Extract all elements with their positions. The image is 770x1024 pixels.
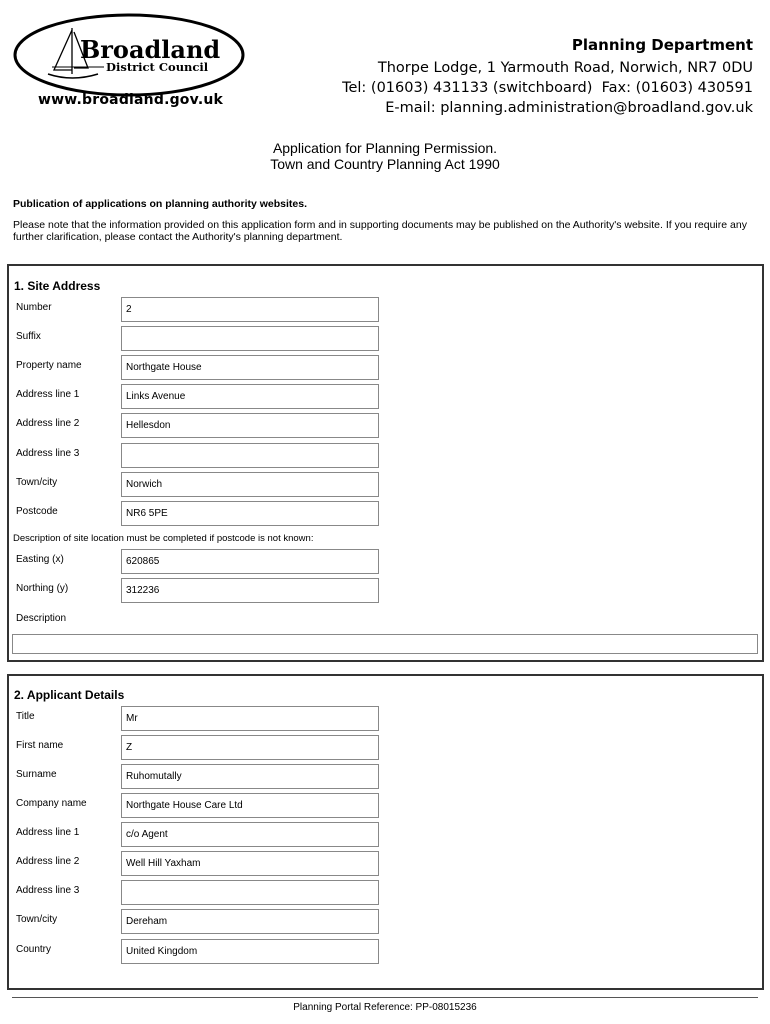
property-name-label: Property name: [16, 360, 82, 371]
department-name: Planning Department: [571, 36, 753, 54]
number-field[interactable]: 2: [121, 297, 379, 322]
site-address-title: 1. Site Address: [14, 279, 101, 293]
first-name-label: First name: [16, 740, 64, 751]
department-tel-fax: Tel: (01603) 431133 (switchboard) Fax: (01603) 430591: [342, 80, 753, 96]
form-title: [0, 140, 770, 172]
site-address-line3-field[interactable]: [121, 443, 379, 468]
postcode-field[interactable]: NR6 5PE: [121, 501, 379, 526]
applicant-address-line1-field[interactable]: c/o Agent: [121, 822, 379, 847]
applicant-title: 2. Applicant Details: [14, 688, 125, 702]
country-field[interactable]: United Kingdom: [121, 939, 379, 964]
company-name-field[interactable]: Northgate House Care Ltd: [121, 793, 379, 818]
department-address: Thorpe Lodge, 1 Yarmouth Road, Norwich, NR7 0DU: [377, 60, 753, 76]
description-label: Description: [16, 613, 67, 624]
easting-field[interactable]: 620865: [121, 549, 379, 574]
surname-label: Surname: [16, 769, 57, 780]
property-name-field[interactable]: Northgate House: [121, 355, 379, 380]
northing-label: Northing (y): [16, 583, 69, 594]
broadland-logo: [12, 12, 246, 98]
publication-heading: Publication of applications on planning authority websites.: [13, 198, 308, 210]
form-title-line1: Application for Planning Permission.: [272, 140, 498, 156]
applicant-town-label: Town/city: [16, 914, 58, 925]
applicant-address-line2-field[interactable]: Well Hill Yaxham: [121, 851, 379, 876]
site-address-line3-label: Address line 3: [16, 448, 80, 459]
suffix-field[interactable]: [121, 326, 379, 351]
department-contact: [342, 36, 753, 118]
logo-subtitle: District Council: [106, 60, 209, 74]
country-label: Country: [16, 944, 52, 955]
northing-field[interactable]: 312236: [121, 578, 379, 603]
number-label: Number: [16, 302, 52, 313]
department-email: E-mail: planning.administration@broadland.gov.uk: [385, 100, 753, 116]
postcode-label: Postcode: [16, 506, 58, 517]
publication-text: Please note that the information provided on this application form and in supporting documents may be published on the Authority's website. If you require any further clarification, please contact the Authority's planning department.: [13, 219, 747, 243]
site-town-field[interactable]: Norwich: [121, 472, 379, 497]
website-url: www.broadland.gov.uk: [38, 92, 224, 108]
applicant-address-line1-label: Address line 1: [16, 827, 80, 838]
site-address-line1-field[interactable]: Links Avenue: [121, 384, 379, 409]
applicant-address-line3-label: Address line 3: [16, 885, 80, 896]
description-field[interactable]: [12, 634, 758, 654]
first-name-field[interactable]: Z: [121, 735, 379, 760]
footer-divider: [12, 997, 758, 998]
applicant-address-line2-label: Address line 2: [16, 856, 80, 867]
applicant-address-line3-field[interactable]: [121, 880, 379, 905]
title-field[interactable]: Mr: [121, 706, 379, 731]
form-title-line2: Town and Country Planning Act 1990: [270, 156, 500, 172]
easting-label: Easting (x): [16, 554, 64, 565]
site-address-line2-field[interactable]: Hellesdon: [121, 413, 379, 438]
surname-field[interactable]: Ruhomutally: [121, 764, 379, 789]
site-town-label: Town/city: [16, 477, 58, 488]
title-label: Title: [16, 711, 35, 722]
logo-name: Broadland: [80, 35, 221, 64]
company-name-label: Company name: [16, 798, 87, 809]
site-address-line2-label: Address line 2: [16, 418, 80, 429]
portal-reference: Planning Portal Reference: PP-08015236: [293, 1002, 477, 1013]
applicant-town-field[interactable]: Dereham: [121, 909, 379, 934]
suffix-label: Suffix: [16, 331, 41, 342]
location-note: Description of site location must be completed if postcode is not known:: [13, 533, 314, 544]
site-address-line1-label: Address line 1: [16, 389, 80, 400]
